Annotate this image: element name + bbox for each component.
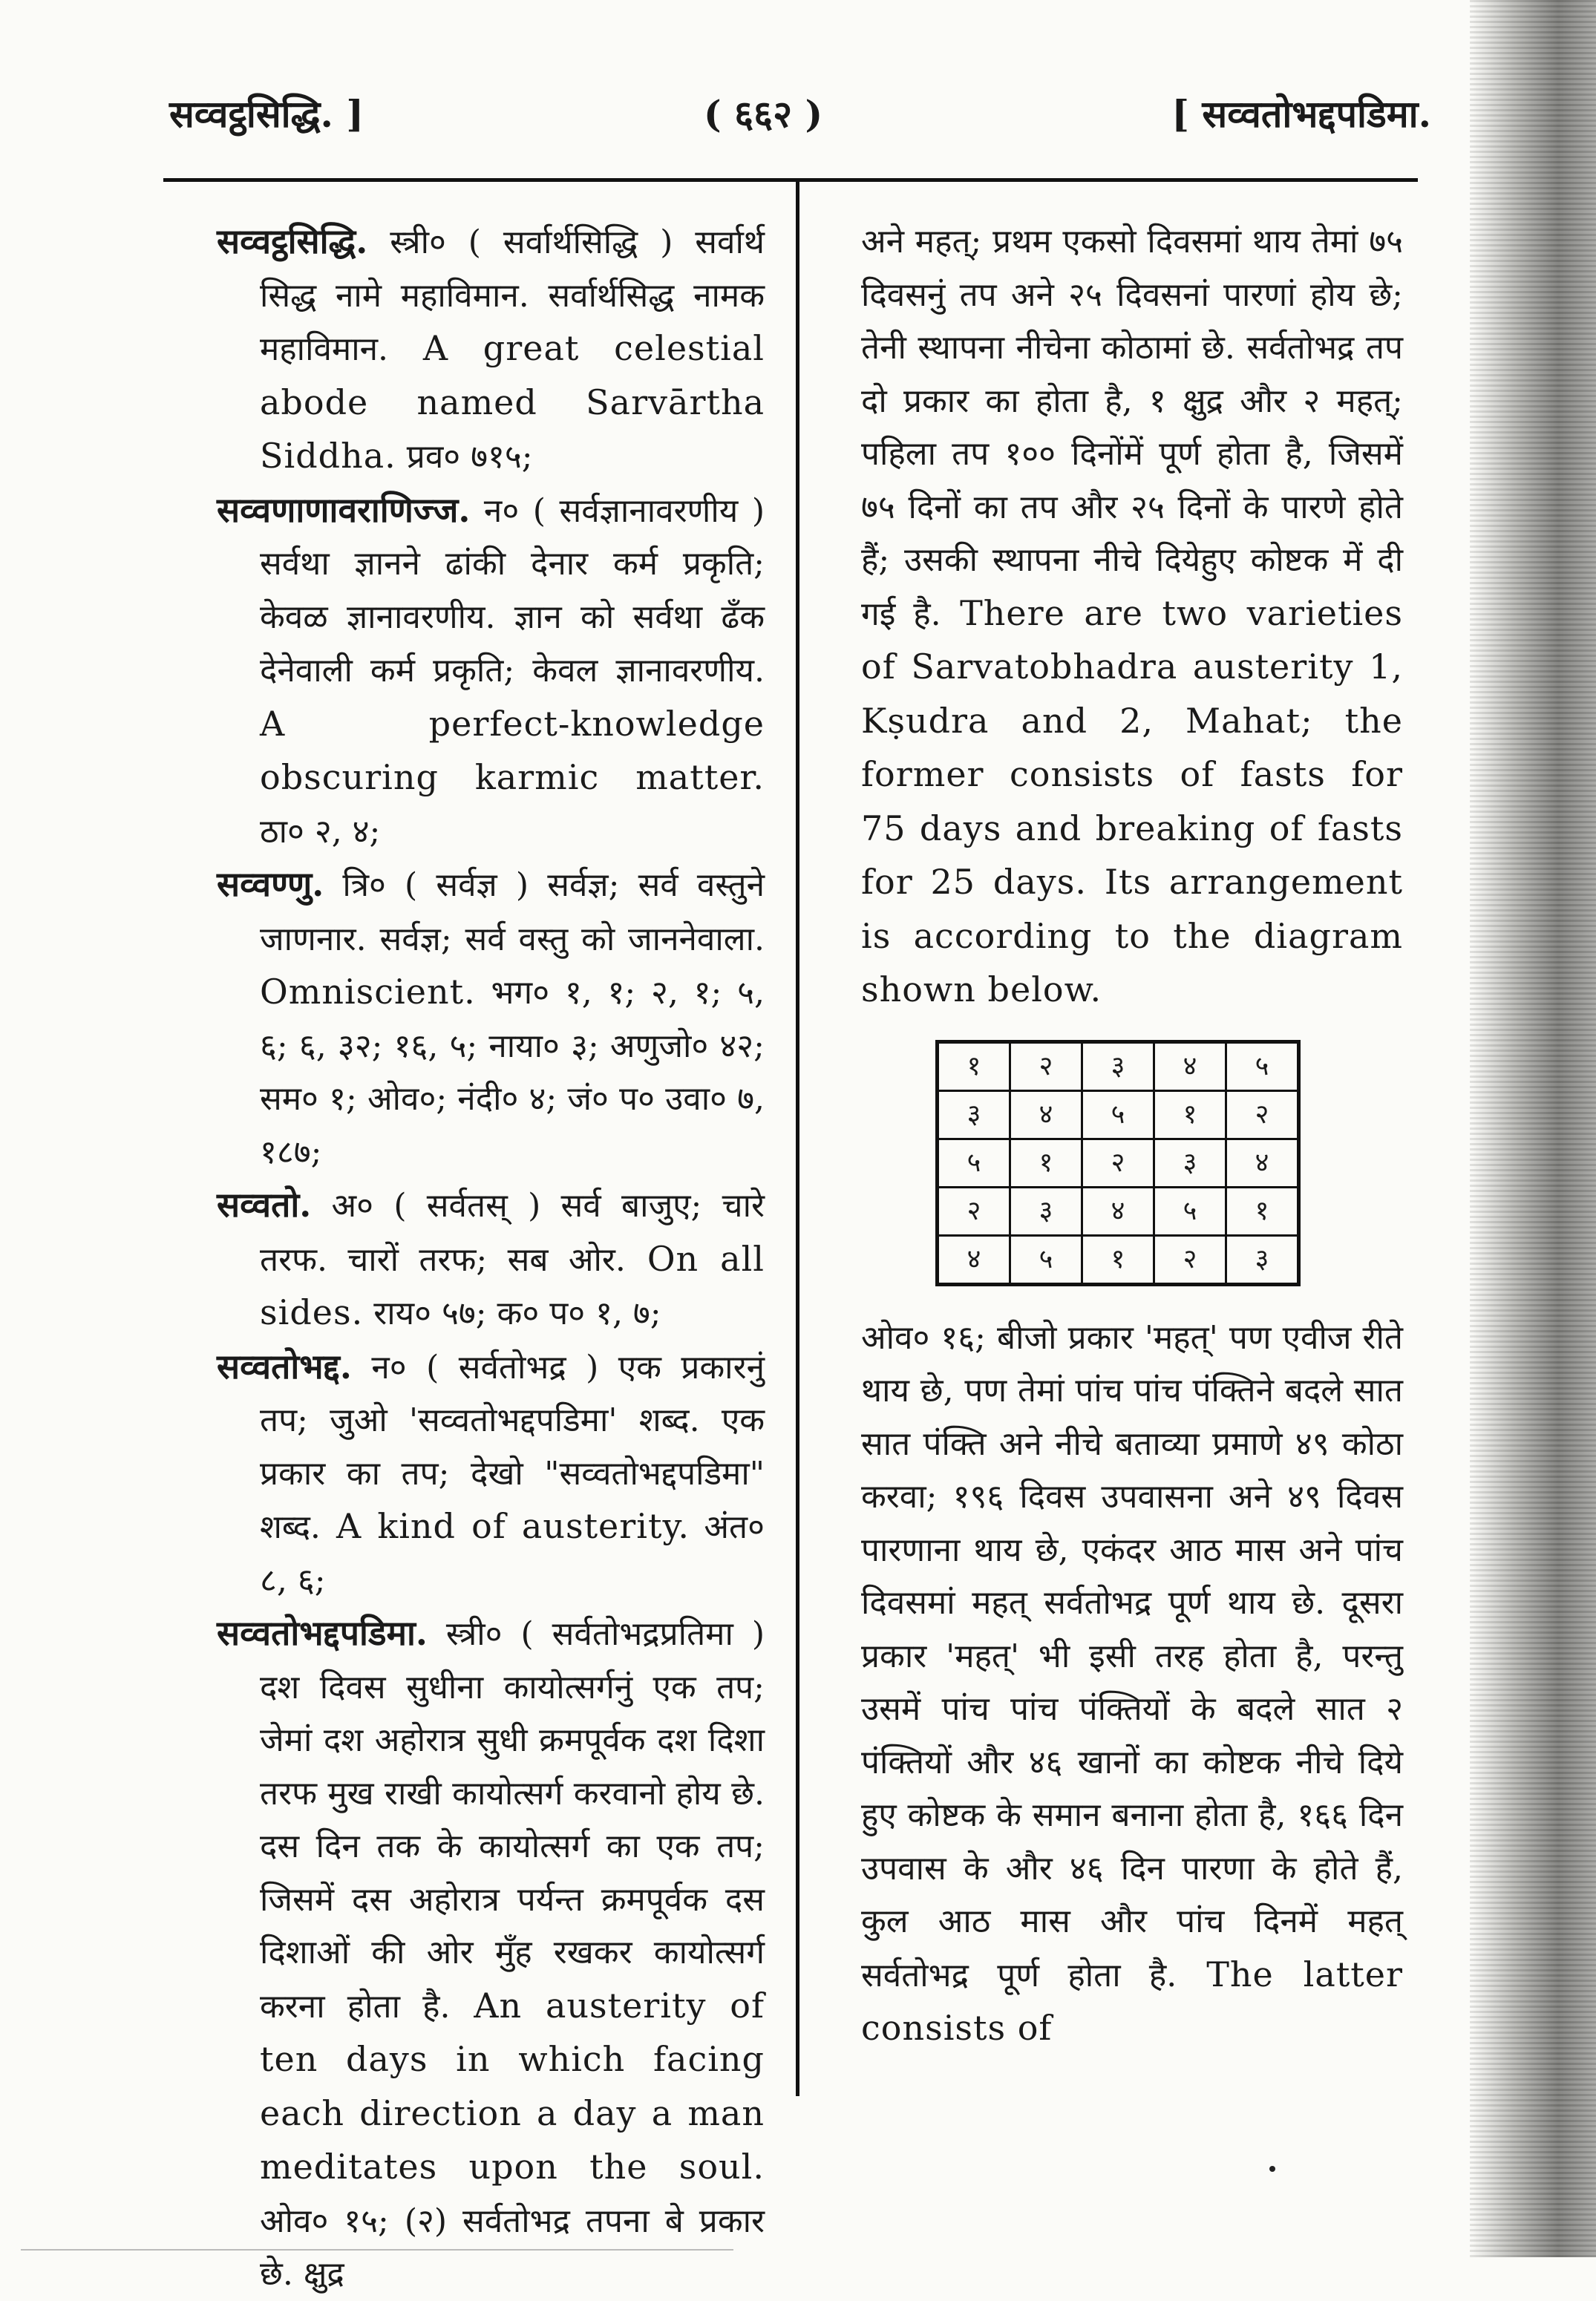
left-column: [217, 215, 765, 2301]
paragraph-english: The latter consists of: [861, 1954, 1403, 2048]
grid-row: [938, 1090, 1299, 1139]
entry-headword: सव्वणाणावराणिज्ज.: [217, 489, 471, 530]
page-header: [169, 88, 1431, 147]
entry-headword: सव्वतोभद्द.: [217, 1346, 352, 1387]
paragraph-text: अने महत्; प्रथम एकसो दिवसमां थाय तेमां ७५ दिवसनुं तप अने २५ दिवसनां पारणां होय छे; तेनी स्थापना नीचेना कोठामां छे. सर्वतोभद्र तप दो प्रकार का होता है, १ क्षुद्र और २ महत्; पहिला तप १०० दिनोंमें पूर्ण होता है, जिसमें ७५ दिनों का तप और २५ दिनों के पारणे होते हैं; उसकी स्थापना नीचे दियेहुए कोष्टक में दी गई है.: [861, 223, 1403, 633]
entry-english: A great celestial abode named Sarvārtha Siddha.: [260, 328, 765, 476]
dictionary-entry: [217, 1607, 765, 2301]
grid-cell: १: [1226, 1187, 1299, 1235]
grid-cell: ५: [1010, 1235, 1082, 1284]
grid-cell: २: [1082, 1139, 1154, 1187]
grid-row: [938, 1041, 1299, 1090]
grid-cell: १: [1010, 1139, 1082, 1187]
dictionary-entry: [217, 1179, 765, 1341]
entry-references: अंत० ८, ६;: [260, 1508, 765, 1600]
grid-cell: २: [938, 1187, 1010, 1235]
grid-cell: ४: [1010, 1090, 1082, 1139]
entry-definition: न० ( सर्वज्ञानावरणीय ) सर्वथा ज्ञानने ढांकी देनार कर्म प्रकृति; केवळ ज्ञानावरणीय. ज्ञान को सर्वथा ढँक देनेवाली कर्म प्रकृति; केवल ज्ञानावरणीय.: [260, 491, 765, 690]
grid-cell: ५: [1082, 1090, 1154, 1139]
entry-definition: अ० ( सर्वतस् ) सर्व बाजुए; चारे तरफ. चारों तरफ; सब ओर.: [260, 1187, 765, 1279]
grid-table: [935, 1040, 1301, 1286]
dictionary-entry: [217, 484, 765, 859]
entry-english: Omniscient.: [260, 972, 476, 1012]
ink-speck: [1269, 2166, 1275, 2172]
entry-english: On all sides.: [260, 1238, 765, 1332]
entry-english: A perfect-knowledge obscuring karmic matter.: [260, 703, 765, 797]
grid-cell: ५: [1226, 1041, 1299, 1090]
continuation-paragraph: [861, 215, 1403, 1018]
entry-references: प्रव० ७१५;: [396, 438, 533, 476]
grid-cell: ५: [938, 1139, 1010, 1187]
entry-definition: स्त्री० ( सर्वतोभद्रप्रतिमा ) दश दिवस सुधीना कायोत्सर्गनुं एक तप; जेमां दश अहोरात्र सुधी क्रमपूर्वक दश दिशा तरफ मुख राखी कायोत्सर्ग करवानो होय छे. दस दिन तक के कायोत्सर्ग का एक तप; जिसमें दस अहोरात्र पर्यन्त क्रमपूर्वक दस दिशाओं की ओर मुँह रखकर कायोत्सर्ग करना होता है.: [260, 1615, 765, 2026]
grid-cell: २: [1010, 1041, 1082, 1090]
header-left-headword: सव्वट्ठसिद्धि. ]: [169, 92, 364, 136]
entry-definition: स्त्री० ( सर्वार्थसिद्धि ) सर्वार्थ सिद्ध नामे महाविमान. सर्वार्थसिद्ध नामक महाविमान.: [260, 223, 765, 368]
grid-cell: १: [938, 1041, 1010, 1090]
paragraph-english: There are two varieties of Sarvatobhadra austerity 1, Kṣudra and 2, Mahat; the former consists of fasts for 75 days and breaking of fasts for 25 days. Its arrangement is according to the diagram shown below.: [861, 592, 1403, 1009]
entry-definition: न० ( सर्वतोभद्र ) एक प्रकारनुं तप; जुओ 'सव्वतोभद्दपडिमा' शब्द. एक प्रकार का तप; देखो "सव्वतोभद्दपडिमा" शब्द.: [260, 1348, 765, 1546]
grid-cell: ४: [1082, 1187, 1154, 1235]
grid-cell: ३: [938, 1090, 1010, 1139]
page-number: ( ६६२ ): [704, 92, 823, 136]
grid-cell: १: [1154, 1090, 1226, 1139]
dictionary-entry: [217, 858, 765, 1179]
entry-headword: सव्वतो.: [217, 1185, 312, 1225]
grid-cell: २: [1226, 1090, 1299, 1139]
header-right-headword: [ सव्वतोभद्दपडिमा.: [1171, 92, 1431, 136]
entry-references: ठा० २, ४;: [260, 812, 381, 851]
header-rule: [163, 178, 1418, 182]
grid-cell: ४: [1226, 1139, 1299, 1187]
scan-binding-edge: [1470, 0, 1596, 2257]
entry-references: भग० १, १; २, १; ५, ६; ६, ३२; १६, ५; नाया० ३; अणुजो० ४२; सम० १; ओव०; नंदी० ४; जं० प० उवा० ७, १८७;: [260, 974, 765, 1171]
grid-row: [938, 1235, 1299, 1284]
entry-references: राय० ५७; क० प० १, ७;: [363, 1294, 661, 1332]
grid-cell: ४: [938, 1235, 1010, 1284]
entry-english: An austerity of ten days in which facing each direction a day a man meditates upon the soul.: [260, 1985, 765, 2187]
right-column: [861, 215, 1403, 2056]
scan-bottom-line: [21, 2249, 733, 2251]
dictionary-entry: [217, 1341, 765, 1608]
entry-references: ओव० १५; (२) सर्वतोभद्र तपना बे प्रकार छे. क्षुद्र: [260, 2202, 765, 2293]
grid-row: [938, 1139, 1299, 1187]
grid-row: [938, 1187, 1299, 1235]
grid-cell: ३: [1010, 1187, 1082, 1235]
entry-headword: सव्वट्ठसिद्धि.: [217, 221, 368, 261]
grid-cell: ३: [1226, 1235, 1299, 1284]
sarvatobhadra-grid: [935, 1040, 1306, 1286]
grid-cell: ३: [1082, 1041, 1154, 1090]
dictionary-entry: [217, 215, 765, 484]
entry-english: A kind of austerity.: [320, 1506, 690, 1546]
grid-cell: २: [1154, 1235, 1226, 1284]
entry-headword: सव्वण्णु.: [217, 864, 324, 904]
grid-cell: ४: [1154, 1041, 1226, 1090]
entry-definition: त्रि० ( सर्वज्ञ ) सर्वज्ञ; सर्व वस्तुने जाणनार. सर्वज्ञ; सर्व वस्तु को जाननेवाला.: [260, 866, 765, 958]
column-divider: [796, 181, 799, 2096]
grid-cell: ३: [1154, 1139, 1226, 1187]
paragraph-text: ओव० १६; बीजो प्रकार 'महत्' पण एवीज रीते थाय छे, पण तेमां पांच पांच पंक्तिने बदले सात सात पंक्ति अने नीचे बताव्या प्रमाणे ४९ कोठा करवा; १९६ दिवस उपवासना अने ४९ दिवस पारणाना थाय छे, एकंदर आठ मास अने पांच दिवसमां महत् सर्वतोभद्र पूर्ण थाय छे. दूसरा प्रकार 'महत्' भी इसी तरह होता है, परन्तु उसमें पांच पांच पंक्तियों के बदले सात २ पंक्तियों और ४६ खानों का कोष्टक नीचे दिये हुए कोष्टक के समान बनाना होता है, १६६ दिन उपवास के और ४६ दिन पारणा के होते हैं, कुल आठ मास और पांच दिनमें महत् सर्वतोभद्र पूर्ण होता है.: [861, 1318, 1403, 1994]
grid-cell: ५: [1154, 1187, 1226, 1235]
grid-cell: १: [1082, 1235, 1154, 1284]
continuation-paragraph: [861, 1312, 1403, 2056]
entry-headword: सव्वतोभद्दपडिमा.: [217, 1613, 428, 1653]
